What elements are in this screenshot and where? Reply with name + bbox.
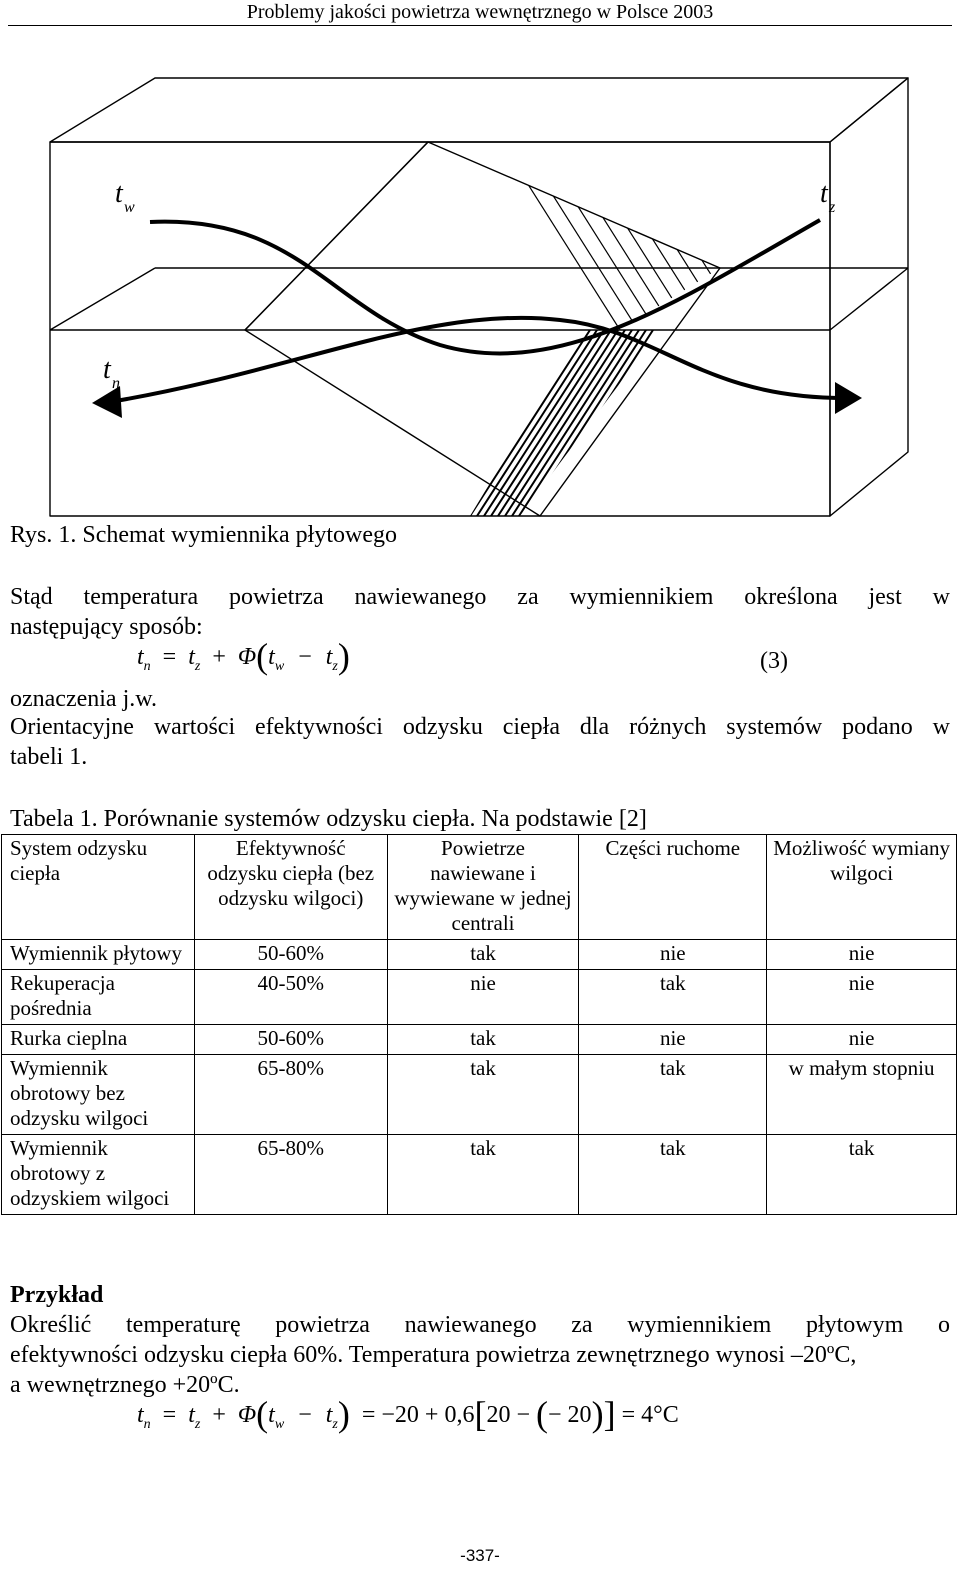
header-rule	[8, 25, 952, 26]
page-number: -337-	[460, 1546, 500, 1565]
label-tn-sub: n	[112, 375, 120, 392]
table-cell: tak	[387, 1055, 579, 1135]
table-cell: nie	[579, 940, 767, 970]
table-cell: tak	[387, 1135, 579, 1215]
equation-3-number: (3)	[760, 648, 788, 674]
example-line-2: efektywności odzysku ciepła 60%. Temperatura powietrza zewnętrznego wynosi –20ºC,	[10, 1342, 857, 1368]
table-cell: nie	[579, 1025, 767, 1055]
table-cell: nie	[767, 940, 957, 970]
table-cell: 65-80%	[194, 1055, 387, 1135]
running-header: Problemy jakości powietrza wewnętrznego w Polsce 2003	[246, 1, 714, 23]
table-cell: Wymiennik płytowy	[2, 940, 195, 970]
paragraph-2-line-1: Orientacyjne wartości efektywności odzysku ciepła dla różnych systemów podano w	[10, 714, 950, 740]
heat-exchanger-diagram	[0, 74, 960, 524]
label-tz: t	[820, 178, 828, 209]
table-cell: 50-60%	[194, 1025, 387, 1055]
upper-plates-hatching	[500, 140, 764, 330]
comparison-table	[1, 834, 957, 1215]
paragraph-1-line-1: Stąd temperatura powietrza nawiewanego za wymiennikiem określona jest w	[10, 584, 950, 610]
diamond-inner	[245, 142, 428, 330]
table-row	[2, 1025, 957, 1055]
table-cell: tak	[579, 1135, 767, 1215]
table-cell: w małym stopniu	[767, 1055, 957, 1135]
table-row	[2, 970, 957, 1025]
table-row	[2, 1135, 957, 1215]
header-cell: Części ruchome	[579, 835, 767, 940]
table-cell: tak	[387, 1025, 579, 1055]
equation-3: $t_n = t_z + \Phi(t_w - t_z)$	[137, 636, 350, 676]
header-cell: Efektywność odzysku ciepła (bez odzysku wilgoci)	[194, 835, 387, 940]
table-cell: 65-80%	[194, 1135, 387, 1215]
figure-caption: Rys. 1. Schemat wymiennika płytowego	[10, 522, 397, 548]
box-top-face	[50, 78, 908, 142]
table-row	[2, 940, 957, 970]
table-cell: 50-60%	[194, 940, 387, 970]
table-cell: Wymiennik obrotowy bez odzysku wilgoci	[2, 1055, 195, 1135]
table-cell: tak	[579, 970, 767, 1025]
table-cell: 40-50%	[194, 970, 387, 1025]
diamond-partition	[245, 142, 720, 516]
table-caption: Tabela 1. Porównanie systemów odzysku ciepła. Na podstawie [2]	[10, 806, 647, 832]
paragraph-2-line-2: tabeli 1.	[10, 744, 88, 770]
box-front-face	[50, 142, 830, 516]
table-cell: tak	[387, 940, 579, 970]
header-cell: Możliwość wymiany wilgoci	[767, 835, 957, 940]
table-cell: nie	[767, 1025, 957, 1055]
paragraph-1-line-2: następujący sposób:	[10, 614, 203, 640]
box-right-face	[830, 78, 908, 516]
example-equation: $t_n = t_z + \Phi(t_w - t_z) = -20 + 0,6[20$ − (− 20)] = 4°C	[137, 1394, 679, 1434]
table-row	[2, 1055, 957, 1135]
table-cell: tak	[579, 1055, 767, 1135]
notation-line: oznaczenia j.w.	[10, 686, 158, 712]
table-cell: nie	[387, 970, 579, 1025]
example-line-1: Określić temperaturę powietrza nawiewanego za wymiennikiem płytowym o	[10, 1312, 950, 1338]
table-cell: Wymiennik obrotowy z odzyskiem wilgoci	[2, 1135, 195, 1215]
table-cell: Rurka cieplna	[2, 1025, 195, 1055]
table-cell: tak	[767, 1135, 957, 1215]
table-header-row	[2, 835, 957, 940]
lower-plates-hatching	[470, 330, 653, 516]
header-cell: Powietrze nawiewane i wywiewane w jednej centrali	[387, 835, 579, 940]
label-tz-sub: z	[829, 199, 836, 216]
arrow-right-head	[835, 382, 862, 414]
table-cell: nie	[767, 970, 957, 1025]
header-cell: System odzysku ciepła	[2, 835, 195, 940]
example-line-3: a wewnętrznego +20ºC.	[10, 1372, 240, 1398]
table-cell: Rekuperacja pośrednia	[2, 970, 195, 1025]
example-title: Przykład	[10, 1282, 104, 1308]
label-tw: t	[115, 178, 123, 209]
label-tn: t	[103, 354, 111, 385]
label-tw-sub: w	[124, 199, 135, 216]
